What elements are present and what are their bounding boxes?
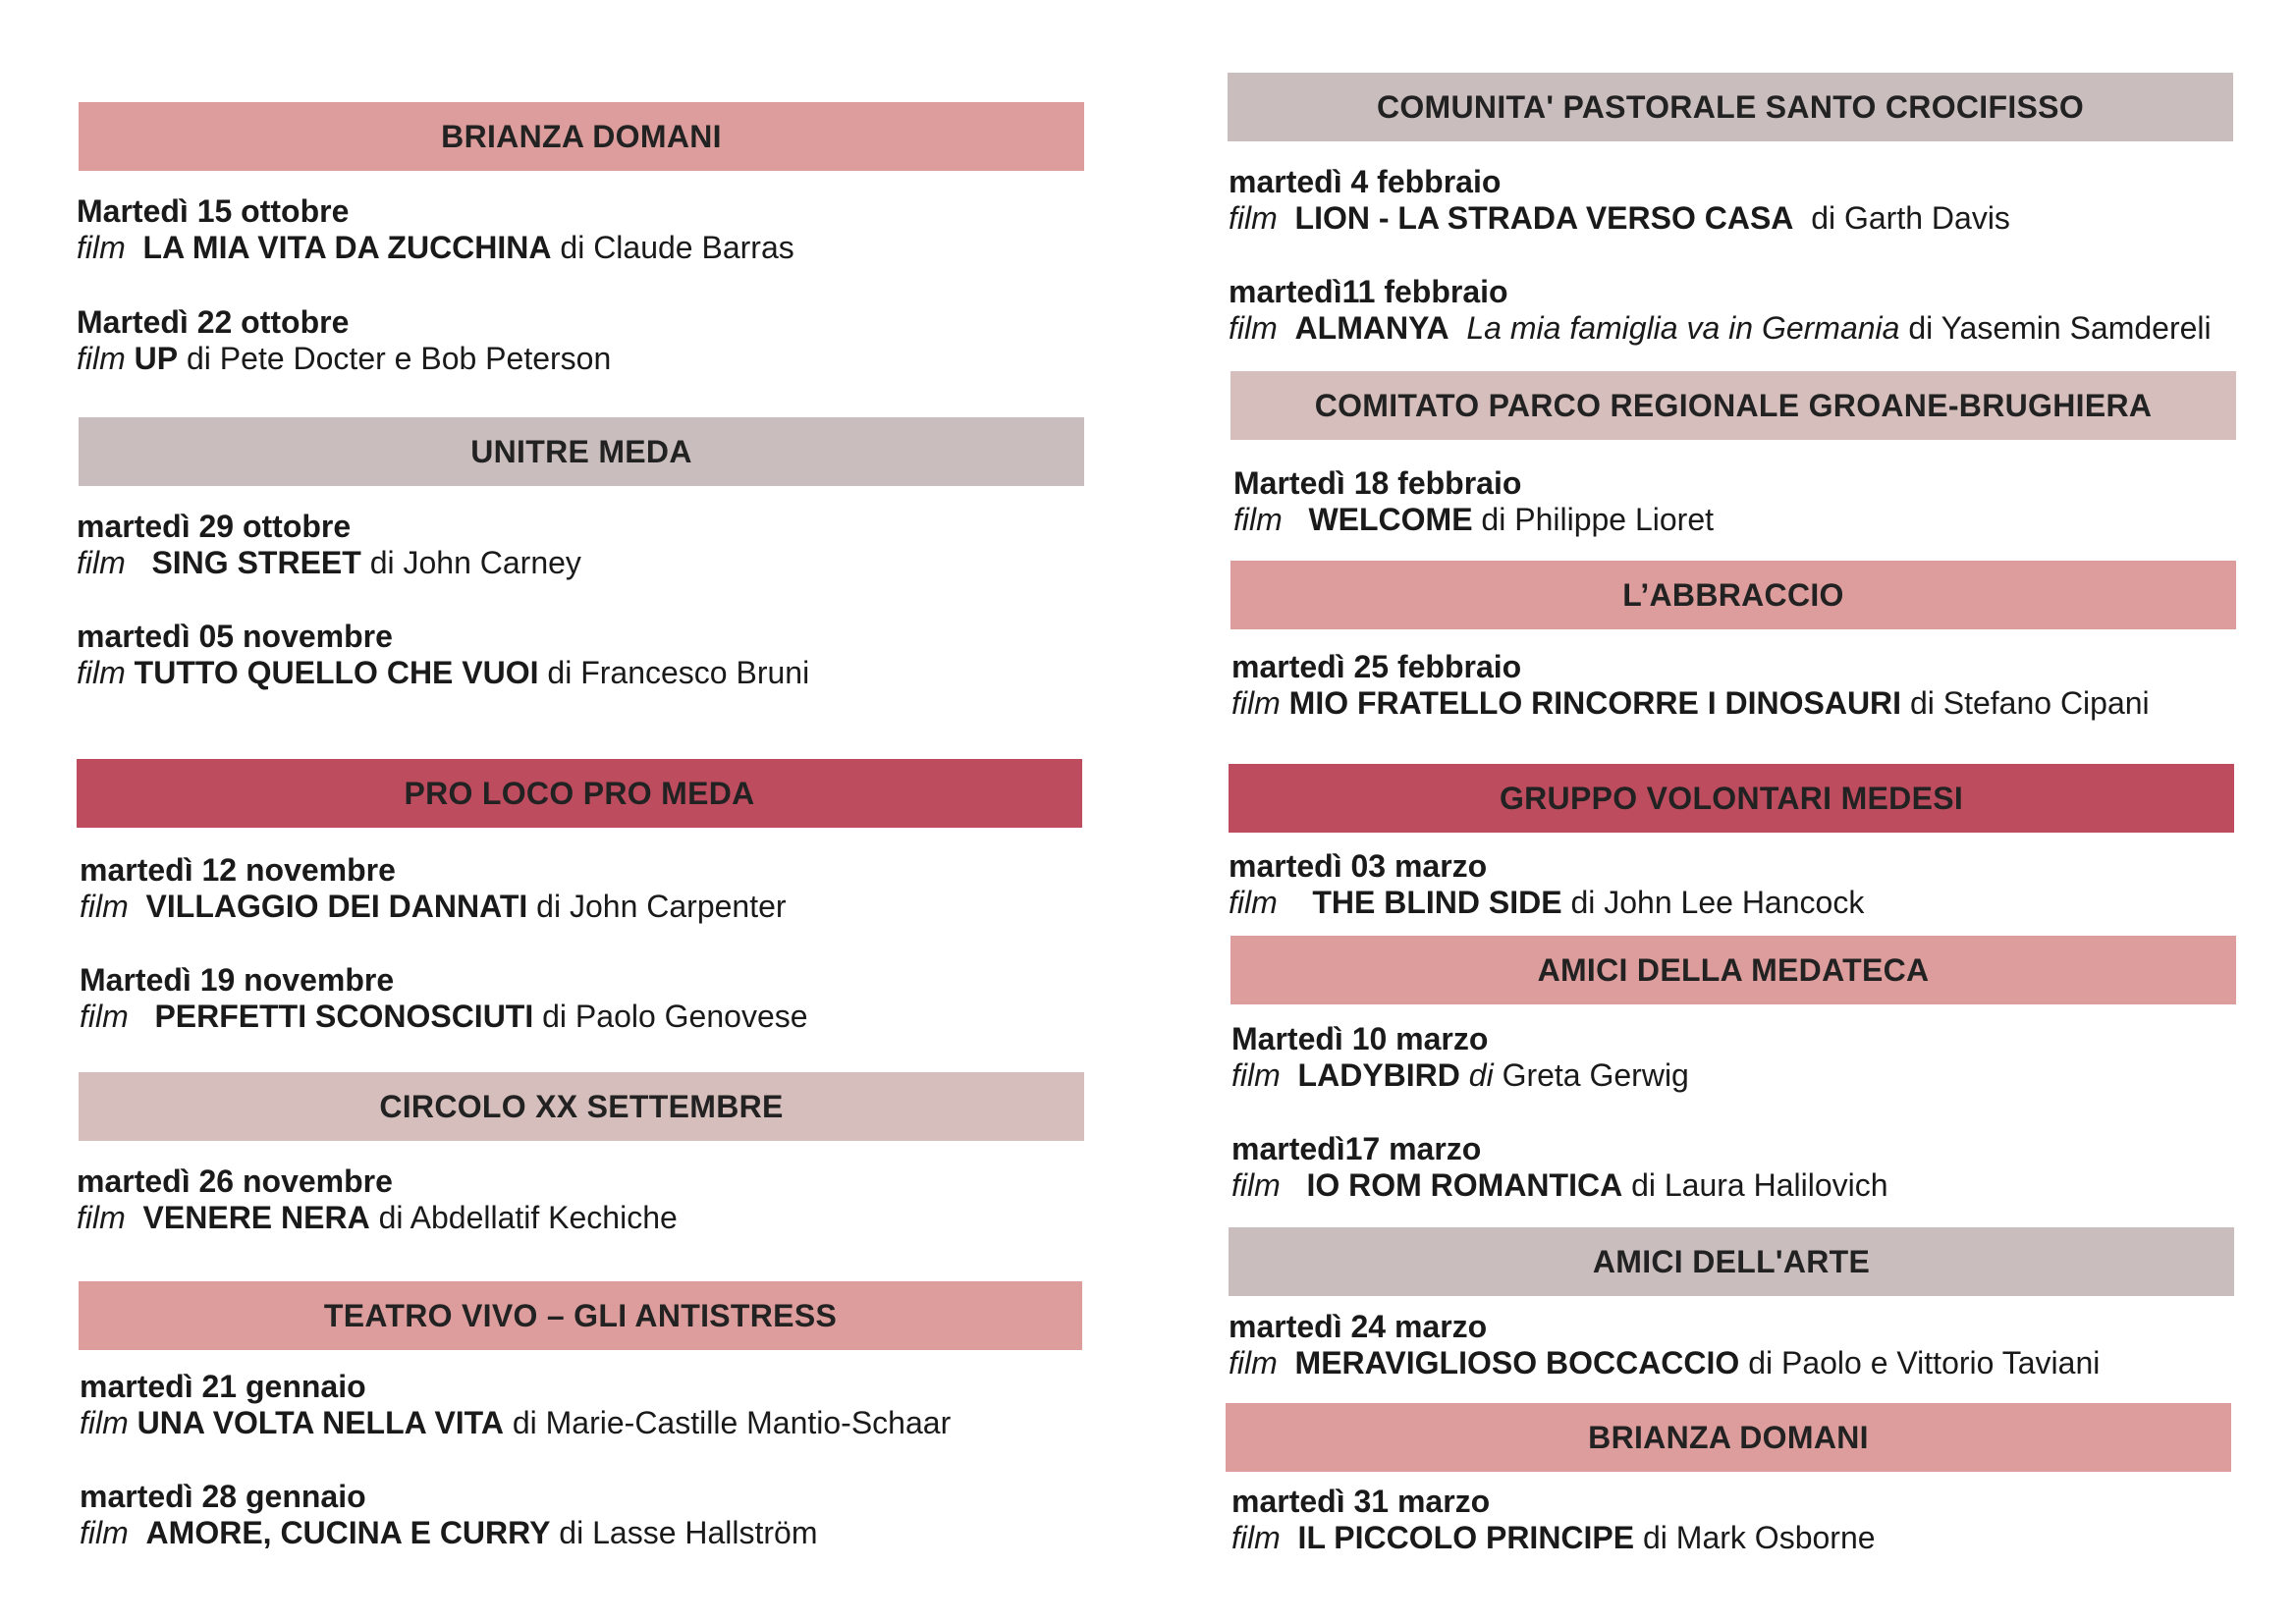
film-director: di Yasemin Samdereli: [1908, 310, 2212, 346]
event-entry: [1231, 1131, 1888, 1204]
film-director: di Mark Osborne: [1643, 1520, 1876, 1555]
header-pro-loco-pro-meda: PRO LOCO PRO MEDA: [77, 759, 1082, 828]
event-date: Martedì 18 febbraio: [1233, 465, 1522, 501]
event-date: martedì11 febbraio: [1229, 274, 1508, 309]
film-label: film: [1231, 1520, 1281, 1555]
film-title: LA MIA VITA DA ZUCCHINA: [142, 230, 552, 265]
event-entry: [1231, 1484, 1876, 1556]
event-entry: [77, 619, 809, 691]
event-date: martedì 24 marzo: [1229, 1309, 1488, 1344]
event-entry: [1231, 1021, 1689, 1094]
event-date: martedì 4 febbraio: [1229, 164, 1502, 199]
film-title: LION - LA STRADA VERSO CASA: [1294, 200, 1794, 236]
event-entry: [77, 304, 611, 377]
film-director: di Francesco Bruni: [547, 655, 810, 690]
event-date: martedì 29 ottobre: [77, 509, 352, 544]
film-director: di Marie-Castille Mantio-Schaar: [512, 1405, 952, 1440]
event-date: Martedì 10 marzo: [1231, 1021, 1489, 1056]
header-circolo-xx-settembre: CIRCOLO XX SETTEMBRE: [79, 1072, 1084, 1141]
event-date: martedì 03 marzo: [1229, 848, 1488, 884]
event-entry: [80, 1369, 951, 1441]
film-label: film: [1233, 502, 1283, 537]
film-title: MERAVIGLIOSO BOCCACCIO: [1294, 1345, 1740, 1380]
film-director: di John Lee Hancock: [1570, 885, 1865, 920]
film-label: film: [80, 889, 129, 924]
header-amici-dell-arte: AMICI DELL'ARTE: [1229, 1227, 2234, 1296]
film-director: di Stefano Cipani: [1909, 685, 2150, 721]
film-label: film: [1231, 1057, 1281, 1093]
event-entry: [1229, 274, 2212, 347]
film-subtitle: La mia famiglia va in Germania: [1466, 310, 1900, 346]
event-date: Martedì 15 ottobre: [77, 193, 350, 229]
film-label: film: [1229, 200, 1278, 236]
film-director: di Paolo Genovese: [542, 999, 808, 1034]
event-date: martedì 05 novembre: [77, 619, 393, 654]
film-title: TUTTO QUELLO CHE VUOI: [134, 655, 539, 690]
event-entry: [80, 1479, 818, 1551]
event-date: martedì 26 novembre: [77, 1163, 393, 1199]
film-director: di Paolo e Vittorio Taviani: [1748, 1345, 2101, 1380]
film-title: IO ROM ROMANTICA: [1306, 1167, 1623, 1203]
event-date: martedì 25 febbraio: [1231, 649, 1522, 684]
event-entry: [80, 962, 808, 1035]
film-director: di Claude Barras: [560, 230, 794, 265]
event-entry: [1231, 649, 2150, 722]
film-label: film: [1231, 1167, 1281, 1203]
header-gruppo-volontari-medesi: GRUPPO VOLONTARI MEDESI: [1229, 764, 2234, 833]
film-title: THE BLIND SIDE: [1312, 885, 1562, 920]
film-title: MIO FRATELLO RINCORRE I DINOSAURI: [1288, 685, 1902, 721]
film-director: di Pete Docter e Bob Peterson: [187, 341, 612, 376]
film-title: VENERE NERA: [142, 1200, 370, 1235]
header-comunita-pastorale: COMUNITA' PASTORALE SANTO CROCIFISSO: [1228, 73, 2233, 141]
film-title: WELCOME: [1308, 502, 1473, 537]
event-entry: [1229, 848, 1864, 921]
film-label: film: [1229, 310, 1278, 346]
film-label: film: [1231, 685, 1281, 721]
film-director: di John Carpenter: [536, 889, 787, 924]
film-director-prefix: di: [1468, 1057, 1494, 1093]
film-title: LADYBIRD: [1297, 1057, 1460, 1093]
header-teatro-vivo: TEATRO VIVO – GLI ANTISTRESS: [79, 1281, 1082, 1350]
event-entry: [77, 509, 581, 581]
film-label: film: [77, 545, 126, 580]
film-label: film: [77, 341, 126, 376]
event-date: martedì 31 marzo: [1231, 1484, 1491, 1519]
event-date: martedì 28 gennaio: [80, 1479, 366, 1514]
event-entry: [77, 1163, 678, 1236]
event-date: martedì 12 novembre: [80, 852, 396, 888]
film-director: Greta Gerwig: [1502, 1057, 1689, 1093]
film-label: film: [1229, 1345, 1278, 1380]
film-label: film: [77, 655, 126, 690]
film-label: film: [77, 1200, 126, 1235]
event-date: Martedì 22 ottobre: [77, 304, 350, 340]
event-date: martedì17 marzo: [1231, 1131, 1482, 1166]
event-entry: [77, 193, 794, 266]
film-director: di Garth Davis: [1811, 200, 2010, 236]
film-director: di Abdellatif Kechiche: [378, 1200, 678, 1235]
film-director: di John Carney: [369, 545, 581, 580]
header-amici-della-medateca: AMICI DELLA MEDATECA: [1230, 936, 2236, 1004]
header-l-abbraccio: L’ABBRACCIO: [1230, 561, 2236, 629]
film-label: film: [80, 1515, 129, 1550]
film-director: di Laura Halilovich: [1631, 1167, 1888, 1203]
film-label: film: [80, 1405, 129, 1440]
film-title: IL PICCOLO PRINCIPE: [1297, 1520, 1635, 1555]
film-title: PERFETTI SCONOSCIUTI: [154, 999, 534, 1034]
film-label: film: [1229, 885, 1278, 920]
event-entry: [80, 852, 787, 925]
event-entry: [1229, 164, 2010, 237]
event-date: martedì 21 gennaio: [80, 1369, 366, 1404]
film-title: VILLAGGIO DEI DANNATI: [145, 889, 528, 924]
film-title: UNA VOLTA NELLA VITA: [137, 1405, 504, 1440]
film-director: di Lasse Hallström: [559, 1515, 818, 1550]
film-label: film: [77, 230, 126, 265]
header-unitre-meda: UNITRE MEDA: [79, 417, 1084, 486]
event-entry: [1229, 1309, 2100, 1381]
event-entry: [1233, 465, 1714, 538]
film-title: SING STREET: [151, 545, 361, 580]
header-brianza-domani-2: BRIANZA DOMANI: [1226, 1403, 2231, 1472]
film-label: film: [80, 999, 129, 1034]
film-title: AMORE, CUCINA E CURRY: [145, 1515, 551, 1550]
event-date: Martedì 19 novembre: [80, 962, 395, 998]
film-title: ALMANYA: [1294, 310, 1449, 346]
header-comitato-parco: COMITATO PARCO REGIONALE GROANE-BRUGHIERA: [1230, 371, 2236, 440]
header-brianza-domani: BRIANZA DOMANI: [79, 102, 1084, 171]
film-director: di Philippe Lioret: [1481, 502, 1715, 537]
film-title: UP: [134, 341, 179, 376]
